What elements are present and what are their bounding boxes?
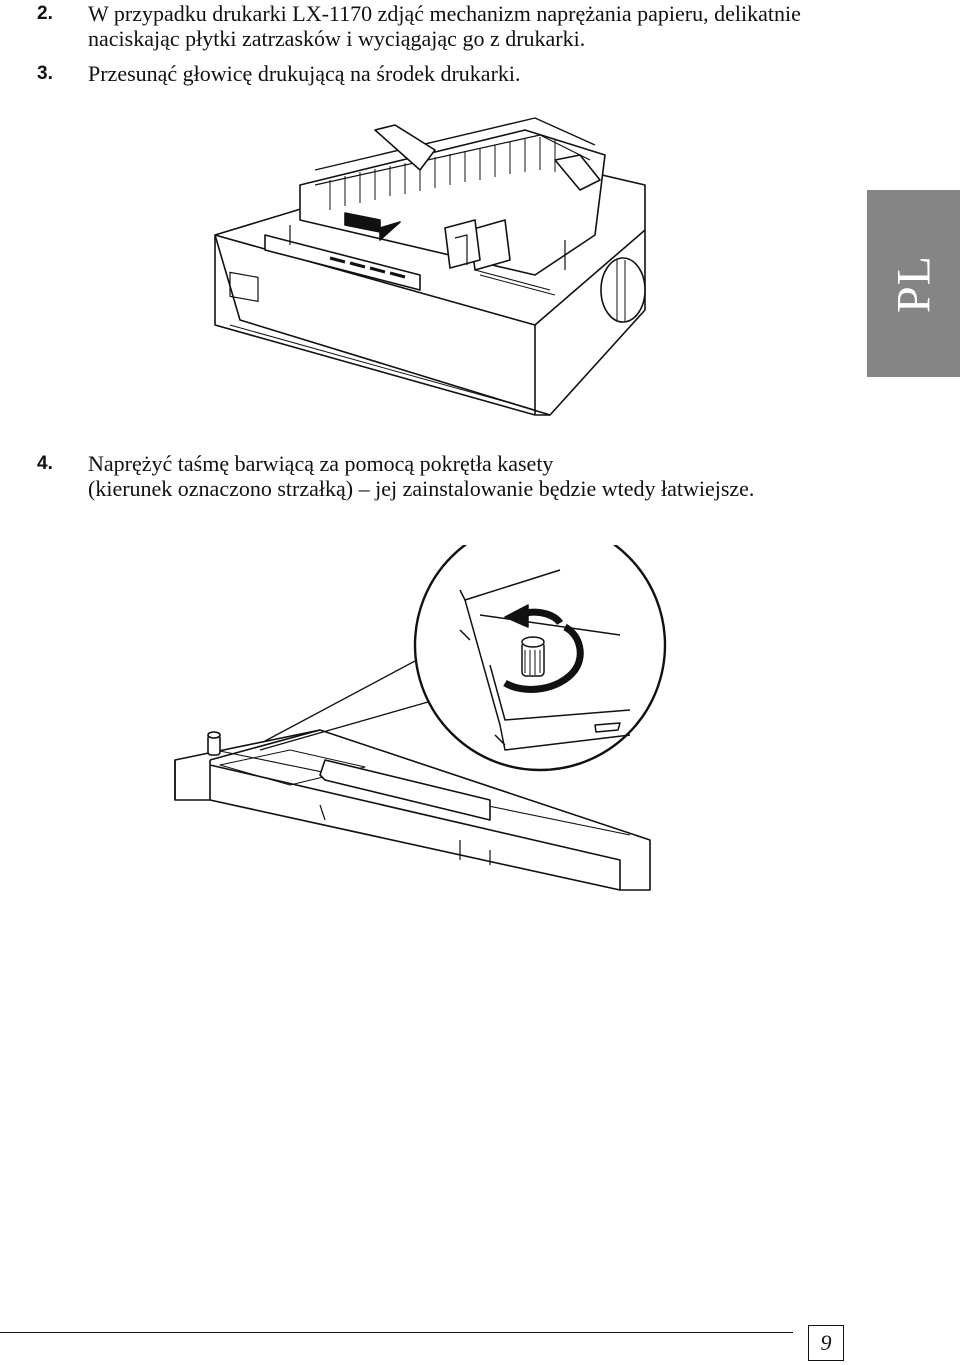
step-text-line: W przypadku drukarki LX-1170 zdjąć mechanizm naprężania papieru, delikatnie [88,1,801,26]
language-tab-label: PL [887,254,940,313]
step-number: 3. [37,63,53,84]
step-text-line: Przesunąć głowicę drukującą na środek drukarki. [88,61,521,86]
page-number: 9 [820,1330,832,1355]
printer-illustration [205,110,665,430]
footer-rule [0,1332,793,1333]
page-number-box [808,1325,844,1361]
step-text [88,451,754,501]
step-number: 4. [37,453,53,474]
step-text [88,61,521,86]
step-text [88,1,801,51]
step-number: 2. [37,3,53,24]
step-text-line: Naprężyć taśmę barwiącą za pomocą pokrętła kasety [88,451,554,476]
ribbon-cassette-illustration [160,545,700,905]
step-text-line: naciskając płytki zatrzasków i wyciągając go z drukarki. [88,26,586,51]
step-text-line: (kierunek oznaczono strzałką) – jej zainstalowanie będzie wtedy łatwiejsze. [88,476,755,501]
language-tab [867,190,960,377]
